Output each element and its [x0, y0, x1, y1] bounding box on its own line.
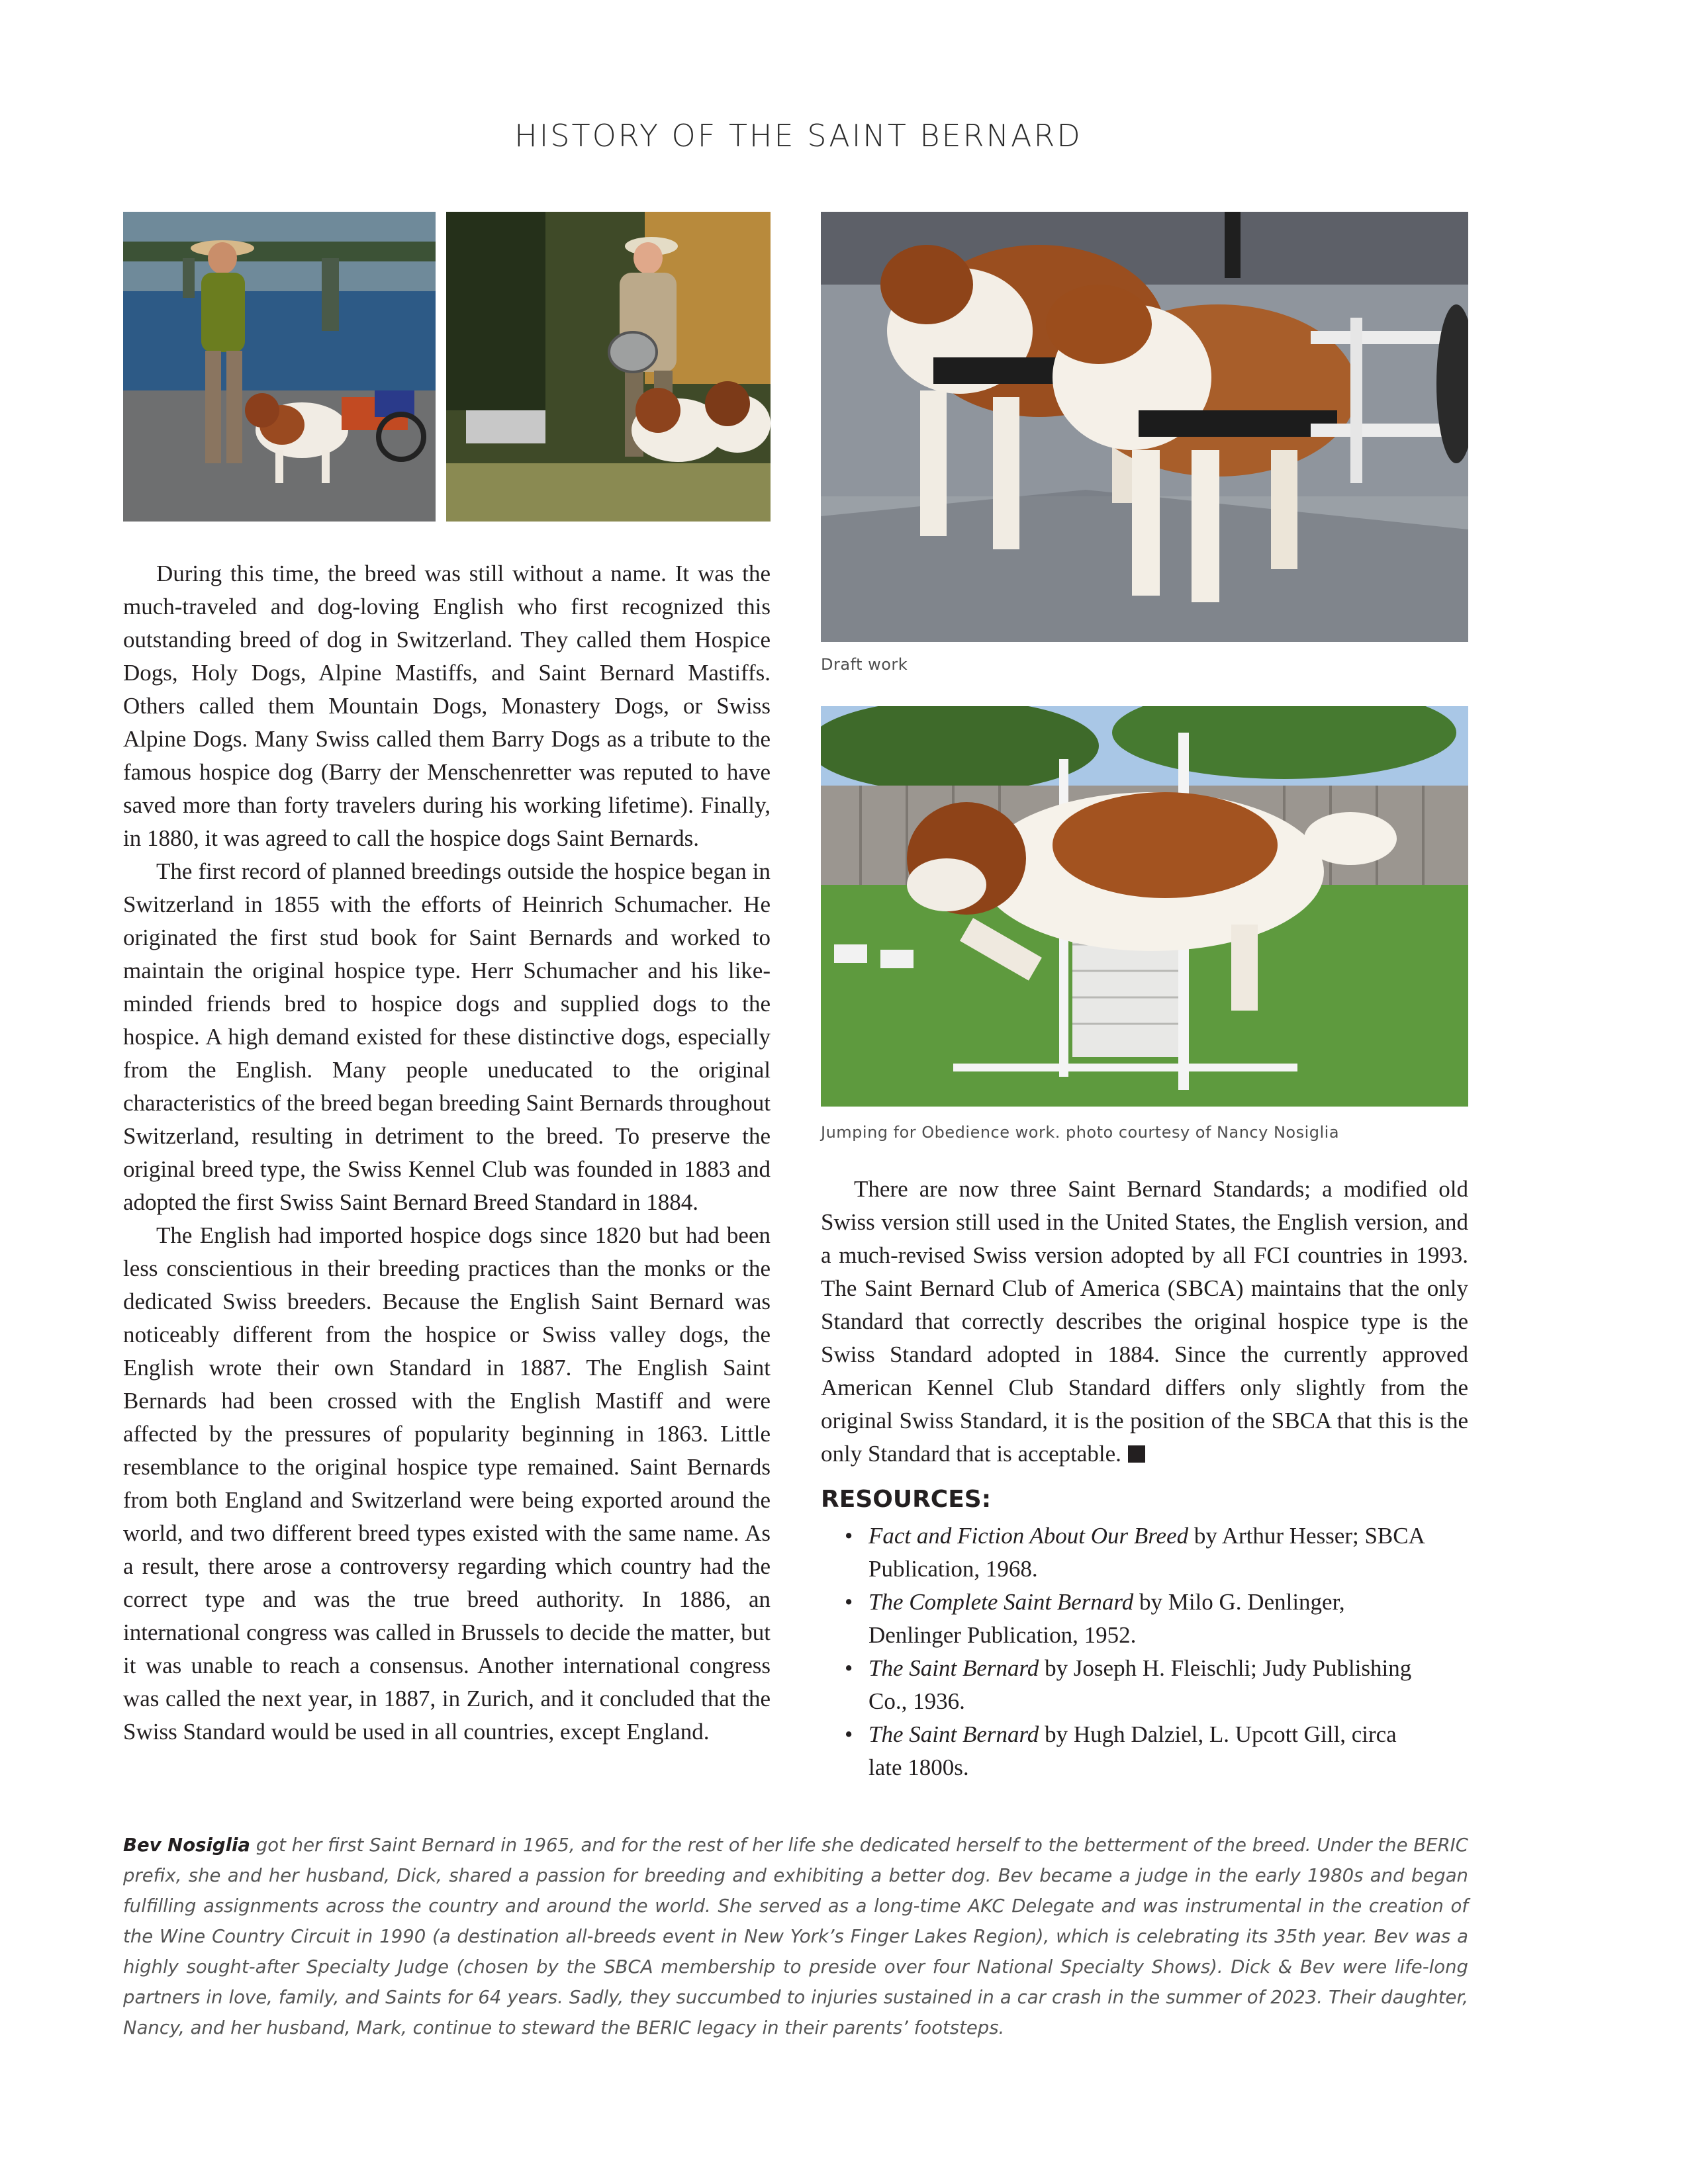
- body-paragraph: [821, 1173, 1468, 1471]
- page-title: HISTORY OF THE SAINT BERNARD: [514, 118, 1082, 154]
- author-name: Bev Nosiglia: [123, 1835, 250, 1856]
- body-paragraph: The first record of planned breedings outside the hospice began in Switzerland in 1855 with the efforts of Heinrich Schumacher. He originated the first stud book for Saint Bernards and worked to maintain the original hospice type. Herr Schumacher and his like-minded friends bred to hospice dogs and supplied dogs to the hospice. A high demand existed for these distinctive dogs, especially from the English. Many people uneducated to the original characteristics of the breed began breeding Saint Bernards throughout Switzerland, resulting in detriment to the breed. To preserve the original breed type, the Swiss Kennel Club was founded in 1883 and adopted the first Swiss Saint Bernard Breed Standard in 1884.: [123, 858, 771, 1215]
- author-bio-text: got her first Saint Bernard in 1965, and for the rest of her life she dedicated herself to the betterment of the breed. Under the BERIC prefix, she and her husband, Dick, shared a passion for breeding and exhibiting a better dog. Bev became a judge in the early 1980s and began fulfilling assignments across the country and around the world. She served as a long-time AKC Delegate and was instrumental in the creation of the Wine Country Circuit in 1990 (a destination all-breeds event in New York’s Finger Lakes Region), which is celebrating its 35th year. Bev was a highly sought-after Specialty Judge (chosen by the SBCA membership to preside over four National Specialty Shows). Dick & Bev were life-long partners in love, family, and Saints for 64 years. Sadly, they succumbed to injuries sustained in a car crash in the summer of 2023. Their daughter, Nancy, and her husband, Mark, continue to steward the BERIC legacy in their parents’ footsteps.: [123, 1835, 1468, 2038]
- jumping-dog-photo: [821, 706, 1468, 1107]
- resource-details: by Milo G. Denlinger, Denlinger Publication, 1952.: [868, 1589, 1345, 1648]
- resource-title: The Saint Bernard: [868, 1721, 1039, 1747]
- resources-heading: RESOURCES:: [821, 1486, 992, 1513]
- resource-item: [821, 1652, 1468, 1718]
- draft-dogs-photo: [821, 212, 1468, 642]
- resource-title: Fact and Fiction About Our Breed: [868, 1523, 1189, 1549]
- resources-list: [821, 1520, 1468, 1784]
- author-bio: [123, 1830, 1468, 2043]
- woman-walking-cart-photo: [123, 212, 436, 522]
- body-paragraph: The English had imported hospice dogs since 1820 but had been less conscientious in their breeding practices than the monks or the dedicated Swiss breeders. Because the English Saint Bernard was noticeably different from the hospice or Swiss valley dogs, the English wrote their own Standard in 1887. The English Saint Bernards had been crossed with the English Mastiff and were affected by the pressures of popularity beginning in 1863. Little resemblance to the original hospice type remained. Saint Bernards from both England and Switzerland were being exported around the world, and two different breed types existed with the same name. As a result, there arose a controversy regarding which country had the correct type and was the true breed authority. In 1886, an international congress was called in Brussels to decide the matter, but it was unable to reach a consensus. Another international congress was called the next year, in 1887, in Zurich, and it concluded that the Swiss Standard would be used in all countries, except England.: [123, 1222, 771, 1745]
- history-right-column: [821, 1173, 1468, 1471]
- resource-item: [821, 1586, 1468, 1652]
- jumping-photo-caption: Jumping for Obedience work. photo courtesy of Nancy Nosiglia: [821, 1123, 1340, 1142]
- end-of-article-mark: [1128, 1445, 1145, 1463]
- history-left-column: [123, 557, 771, 1749]
- resource-title: The Complete Saint Bernard: [868, 1589, 1134, 1615]
- resource-details: by Hugh Dalziel, L. Upcott Gill, circa late 1800s.: [868, 1721, 1397, 1780]
- body-paragraph: During this time, the breed was still without a name. It was the much-traveled and dog-loving English who first recognized this outstanding breed of dog in Switzerland. They called them Hospice Dogs, Holy Dogs, Alpine Mastiffs, and Saint Bernard Mastiffs. Others called them Mountain Dogs, Monastery Dogs, or Swiss Alpine Dogs. Many Swiss called them Barry Dogs as a tribute to the famous hospice dog (Barry der Menschenretter was reputed to have saved more than forty travelers during his working lifetime). Finally, in 1880, it was agreed to call the hospice dogs Saint Bernards.: [123, 561, 771, 851]
- draft-photo-caption: Draft work: [821, 655, 908, 674]
- resource-details: by Joseph H. Fleischli; Judy Publishing Co., 1936.: [868, 1655, 1412, 1714]
- man-with-dogs-photo: [446, 212, 771, 522]
- resource-details: by Arthur Hesser; SBCA Publication, 1968.: [868, 1523, 1424, 1582]
- resource-item: [821, 1718, 1468, 1784]
- resource-item: [821, 1520, 1468, 1586]
- standards-paragraph-text: There are now three Saint Bernard Standards; a modified old Swiss version still used in the United States, the English version, and a much-revised Swiss version adopted by all FCI countries in 1993. The Saint Bernard Club of America (SBCA) maintains that the only Standard that correctly describes the original hospice type is the Swiss Standard adopted in 1884. Since the currently approved American Kennel Club Standard differs only slightly from the original Swiss Standard, it is the position of the SBCA that this is the only Standard that is acceptable.: [821, 1176, 1468, 1467]
- resource-title: The Saint Bernard: [868, 1655, 1039, 1681]
